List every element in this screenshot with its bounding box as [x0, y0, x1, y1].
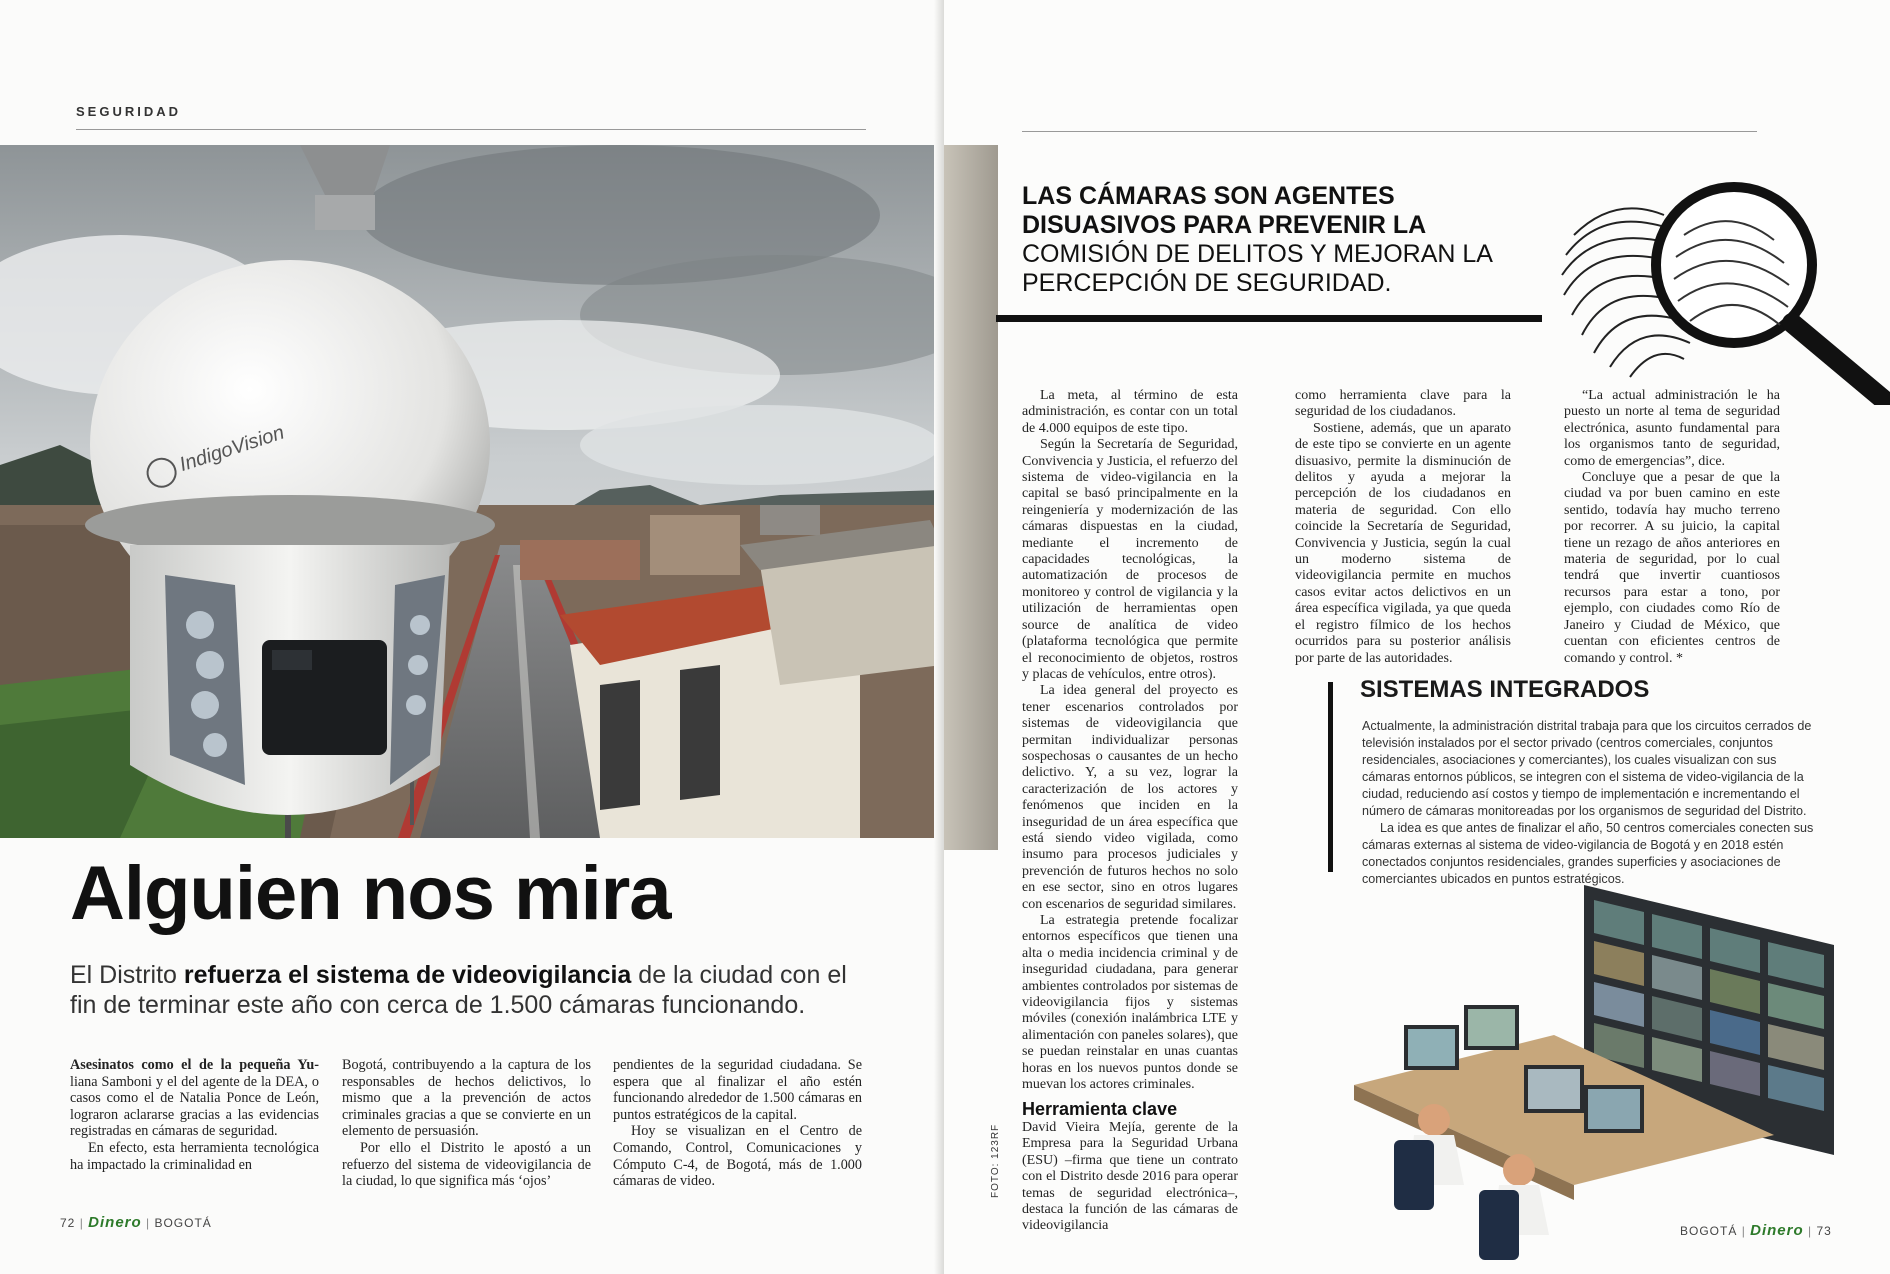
fingerprint-magnifier-illustration: [1544, 175, 1890, 405]
left-col2-p2: Por ello el Distrito le apostó a un refuerzo del sistema de videovigilancia de la ciudad, lo que significa más ‘ojos’: [342, 1139, 591, 1190]
magazine-brand-right: Dinero: [1750, 1222, 1804, 1239]
pull-quote-bar: [996, 315, 1542, 322]
pull-quote: [1022, 182, 1522, 298]
right-col-3: [1564, 388, 1780, 667]
right-col3-p1: “La actual administración le ha puesto un norte al tema de seguridad electrónica, asunto fundamental para los organismos tanto de seguridad, como de emergencias”, dice.: [1564, 388, 1780, 469]
right-col1-p3: La idea general del proyecto es tener escenarios controlados por sistemas de videovigilancia que permitan individualizar personas sospechosas o causantes de un hecho delictivo. Y, a su vez, lograr la caracterización de los actores y fenómenos que inciden en la inseguridad de un área específica que está siendo video vigilada, como insumo para procesos judiciales y prevención de futuros hechos no solo en ese sector, sino en otros lugares con escenarios de seguridad similares.: [1022, 683, 1238, 912]
pull-quote-regular: COMISIÓN DE DELITOS Y MEJORAN LA PERCEPCIÓN DE SEGURIDAD.: [1022, 240, 1492, 297]
deck: [70, 960, 880, 1020]
left-col3-p2: Hoy se visualizan en el Centro de Comando, Control, Comunicaciones y Cómputo C-4, de Bogotá, más de 1.000 cámaras de video.: [613, 1123, 862, 1190]
page-number-left: 72: [60, 1216, 76, 1230]
left-col-3: [613, 1057, 862, 1190]
right-page: [944, 0, 1890, 1274]
deck-pre: El Distrito: [70, 961, 184, 989]
left-col1-p1: liana Samboni y el del agente de la DEA, o casos como el de Natalia Ponce de León, lograron aclararse gracias a las evidencias registradas en cámaras de seguridad.: [70, 1073, 319, 1140]
sidebar-title: SISTEMAS INTEGRADOS: [1360, 676, 1650, 703]
deck-post: de la ciudad con el fin de terminar este año con cerca de 1.500 cámaras funcionando.: [70, 961, 847, 1019]
photo-bleed-strip: [944, 145, 998, 850]
left-page: [0, 0, 944, 1274]
right-col3-p2: Concluye que a pesar de que la ciudad va por buen camino en este sentido, todavía hay mucho terreno por recorrer. A su juicio, la capital tiene un rezago de años anteriores en materia de seguridad, por lo cual tendrá que invertir cuantiosos recursos para estar a tono, por ejemplo, con ciudades como Río de Janeiro y Ciudad de México, que cuentan con eficientes centros de comando y control. *: [1564, 470, 1780, 666]
sidebar-p1: Actualmente, la administración distrital trabaja para que los circuitos cerrados de televisión instalados por el sector privado (centros comerciales, conjuntos residenciales, asociaciones y comerciantes), los cuales visualizan con sus cámaras entornos públicos, se integren con el sistema de video-vigilancia de la ciudad, reduciendo así costos y tiempo de implementación e incrementando el número de cámaras monitoreadas por los organismos de seguridad del Distrito.: [1362, 719, 1812, 818]
left-col2-p1: Bogotá, contribuyendo a la captura de los responsables de hechos delictivos, lo mismo que a la prevención de actos criminales gracias a que se convierte en un elemento de persuasión.: [342, 1057, 591, 1140]
sidebar-bar: [1328, 682, 1333, 872]
sidebar-p2: La idea es que antes de finalizar el año, 50 centros comerciales conecten sus cámaras externas al sistema de video-vigilancia de Bogotá y en 2018 estén conectados conjuntos residenciales, grandes superficies y asociaciones de comerciantes ubicados en puntos estratégicos.: [1362, 821, 1814, 886]
left-col-1: [70, 1057, 319, 1173]
magazine-brand-left: Dinero: [88, 1214, 142, 1231]
photo-credit: FOTO: 123RF: [990, 1123, 1001, 1198]
control-room-illustration: [1354, 885, 1854, 1274]
left-col-2: [342, 1057, 591, 1190]
folio-section-right: BOGOTÁ: [1680, 1224, 1738, 1238]
pull-quote-bold: LAS CÁMARAS SON AGENTES DISUASIVOS PARA PREVENIR LA: [1022, 182, 1427, 239]
left-col3-p1: pendientes de la seguridad ciudadana. Se espera que al finalizar el año estén funcionando alrededor de 1.500 cámaras en puntos estratégicos de la capital.: [613, 1057, 862, 1123]
right-col-1: [1022, 388, 1238, 1235]
page-number-right: 73: [1816, 1224, 1832, 1238]
section-rule: [76, 129, 866, 130]
camera-brand-text: IndigoVision: [176, 421, 288, 477]
sidebar-text: [1362, 718, 1814, 888]
right-col1-p4: La estrategia pretende focalizar entornos específicos que tienen una alta o media incidencia criminal y de inseguridad ciudadana, para generar ambientes controlados por sistemas de videovigilancia fijos y sistemas móviles (conexión inalámbrica LTE y alimentación con paneles solares), que se puedan reinstalar en unas cuantas horas en los nuevos puntos donde se muevan los actores criminales.: [1022, 913, 1238, 1093]
right-col1-p2: Según la Secretaría de Seguridad, Convivencia y Justicia, el refuerzo del sistema de video-vigilancia en la capital se basó principalmente en la reingeniería y modernización de las cámaras dispuestas en la ciudad, mediante el incremento de capacidades tecnológicas, la automatización de procesos de monitoreo y control de vigilancia y la utilización de herramientas open source de analítica de video (plataforma tecnológica que permite el reconocimiento de objetos, rostros y placas de vehículos, entre otros).: [1022, 437, 1238, 682]
lead-in: Asesinatos como el de la pequeña Yu-: [70, 1057, 319, 1073]
deck-bold: refuerza el sistema de videovigilancia: [183, 961, 632, 989]
left-col1-p2: En efecto, esta herramienta tecnológica ha impactado la criminalidad en: [70, 1139, 319, 1173]
folio-section-left: BOGOTÁ: [154, 1216, 212, 1230]
top-rule-right: [1022, 131, 1757, 132]
right-col1-p1: La meta, al término de esta administración, es contar con un total de 4.000 equipos de este tipo.: [1022, 388, 1238, 436]
street-camera-photo: [0, 145, 942, 838]
right-col2-p1: como herramienta clave para la seguridad de los ciudadanos.: [1295, 388, 1511, 420]
right-col2-p2: Sostiene, además, que un aparato de este tipo se convierte en un agente disuasivo, permite la disminución de delitos y ayuda a mejorar la percepción de los ciudadanos en materia de seguridad. Con ello coincide la Secretaría de Seguridad, Convivencia y Justicia, según la cual un moderno sistema de videovigilancia permite en muchos casos evitar actos delictivos en un área específica vigilada, ya que queda el registro fílmico de los hechos ocurridos para su posterior análisis por parte de las autoridades.: [1295, 420, 1511, 666]
right-folio: BOGOTÁ | Dinero | 73: [1680, 1222, 1832, 1239]
right-col1-p5: David Vieira Mejía, gerente de la Empresa para la Seguridad Urbana (ESU) –firma que tiene un contrato con el Distrito desde 2016 para operar temas de seguridad electrónica–, destaca la función de las cámaras de videovigilancia: [1022, 1119, 1238, 1234]
subhead: Herramienta clave: [1022, 1099, 1178, 1120]
section-label: SEGURIDAD: [76, 104, 182, 119]
right-col-2: [1295, 388, 1511, 667]
headline: Alguien nos mira: [70, 851, 671, 936]
left-folio: 72 | Dinero | BOGOTÁ: [60, 1214, 212, 1231]
camera-photo-illustration: [0, 145, 942, 838]
